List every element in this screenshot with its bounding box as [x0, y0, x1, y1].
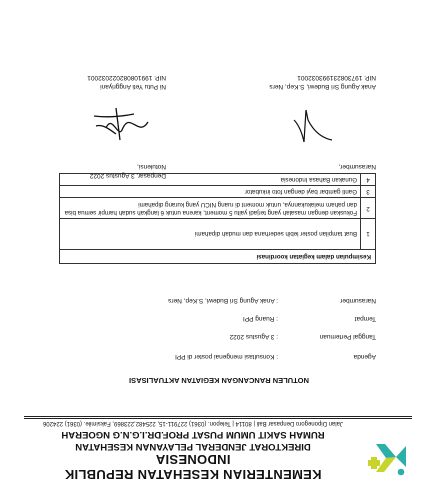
- field-value: : Anak Agung Sri Budewi, S.Kep, Ners: [168, 297, 278, 304]
- notulensi-name: Ni Putu Yeti Anggriyani: [100, 83, 166, 90]
- table-row: [60, 186, 376, 198]
- document-title: NOTULEN RANCANGAN KEGIATAN AKTUALISASI: [129, 376, 309, 385]
- letterhead-hospital: RUMAH SAKIT UMUM PUSAT PROF.DR.I.G.N.G NGOERAH: [61, 429, 325, 440]
- row-number: 2: [361, 198, 376, 219]
- letterhead: [28, 418, 358, 482]
- conclusion-table: [59, 173, 376, 264]
- table-header-row: [60, 250, 376, 264]
- letterhead-directorate: DIREKTORAT JENDERAL PELAYANAN KESEHATAN: [75, 441, 311, 452]
- narasumber-nip: NIP. 197308231993032001: [297, 74, 376, 81]
- table-row: [60, 198, 376, 219]
- narasumber-name: Anak Agung Sri Budewi, S.Kep, Ners: [269, 83, 376, 90]
- row-text: Gunakan Bahasa Indonesia: [60, 174, 361, 186]
- row-text: Ganti gambar bayi dengan foto inkubator: [60, 186, 361, 198]
- row-number: 1: [361, 219, 376, 250]
- field-label: Agenda: [353, 353, 376, 360]
- row-text: Buat tampilan poster lebih sederhana dan mudah dipahami: [60, 219, 361, 250]
- letterhead-ministry: KEMENTERIAN KESEHATAN REPUBLIK INDONESIA: [64, 452, 322, 482]
- row-text: Fokuskan dengan masalah yang terjadi yaitu 5 moment, karena untuk 6 langkah sudah hampir semua bisa dan paham melakukannya, untuk moment di ruang NICU yang kurang dipahami: [60, 198, 361, 219]
- notulensi-role: Notulensi,: [137, 163, 166, 170]
- notulensi-nip: NIP. 199108082022032001: [87, 74, 166, 81]
- narasumber-signature-icon: [288, 102, 338, 154]
- field-label: Tanggal Pertemuan: [319, 333, 376, 340]
- field-value: : Ruang PPI: [242, 315, 278, 322]
- signature-date: Denpasar, 3 Agustus 2022: [89, 172, 166, 179]
- letterhead-divider-thin: [24, 416, 412, 417]
- field-value: : 3 Agustus 2022: [229, 333, 278, 340]
- field-label: Tempat: [354, 315, 376, 322]
- notulensi-signature-icon: [86, 104, 156, 144]
- table-header: Kesimpulan dalam kegiatan koordinasi: [60, 250, 376, 264]
- kemenkes-logo-icon: [364, 436, 410, 482]
- letterhead-divider: [24, 418, 412, 419]
- narasumber-role: Narasumber,: [338, 163, 376, 170]
- table-row: [60, 219, 376, 250]
- field-value: : Konsultasi mengenai poster di PPI: [175, 353, 278, 360]
- row-number: 4: [361, 174, 376, 186]
- field-label: Narasumber: [340, 297, 376, 304]
- letterhead-address: Jalan Diponegoro Denpasar Bali | 80114 | Telepon. (0361) 227911-15, 225482,223869, Faksimile. (0361) 224206: [43, 420, 343, 426]
- row-number: 3: [361, 186, 376, 198]
